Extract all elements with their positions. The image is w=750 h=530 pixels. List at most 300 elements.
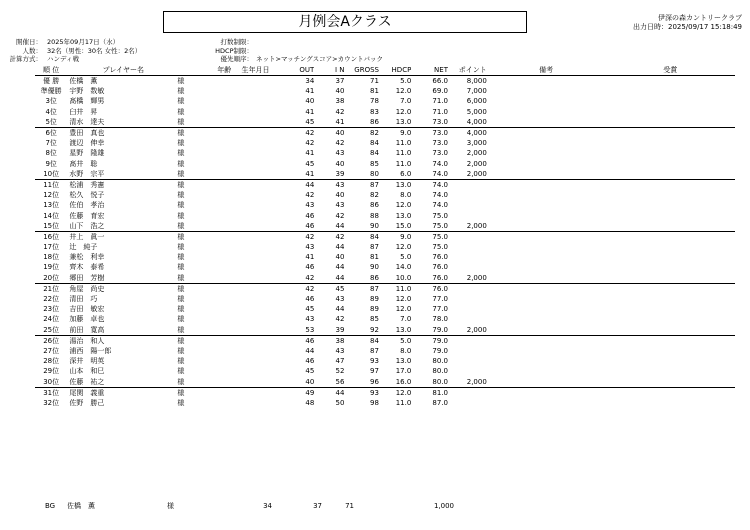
cell-age	[204, 304, 231, 314]
cell-prize	[605, 200, 735, 210]
cell-gross: 87	[344, 179, 379, 190]
cell-net: 77.0	[432, 305, 448, 314]
cell-prize	[605, 387, 735, 398]
info-value-method: ハンディ戦	[47, 55, 79, 63]
cell-birth	[231, 117, 280, 128]
cell-in: 44	[335, 221, 345, 230]
cell-hdcp: 15.0	[395, 221, 412, 230]
table-row	[35, 221, 735, 232]
cell-gross: 81	[370, 87, 379, 96]
cell-rank: 20位	[43, 273, 60, 282]
cell-gross: 81	[370, 253, 379, 262]
cell-birth	[231, 138, 280, 148]
cell-age	[204, 387, 231, 398]
cell-gross: 89	[370, 295, 379, 304]
cell-gross: 87	[344, 283, 379, 294]
cell-gross: 80	[370, 169, 379, 178]
info-label-method: 計算方式：	[9, 55, 42, 63]
cell-age	[204, 356, 231, 366]
cell-birth	[231, 127, 280, 138]
cell-point	[448, 262, 487, 272]
cell-name: 清水 達夫	[69, 117, 105, 126]
cell-net: 66.0	[411, 76, 448, 87]
cell-hdcp: 5.0	[400, 253, 412, 262]
cell-note	[487, 107, 606, 117]
cell-point: 8,000	[448, 76, 487, 87]
cell-gross: 85	[370, 159, 379, 168]
cell-point	[448, 387, 487, 398]
cell-prize	[605, 221, 735, 232]
header-sama	[177, 66, 204, 76]
cell-name: 佐野 勝己	[69, 398, 105, 407]
table-row	[35, 179, 735, 190]
cell-birth	[231, 179, 280, 190]
cell-note	[487, 242, 606, 252]
cell-in: 43	[335, 295, 345, 304]
cell-hdcp: 16.0	[395, 377, 412, 386]
table-row	[35, 335, 735, 346]
info-label-date: 開催日：	[16, 38, 42, 46]
cell-prize	[605, 335, 735, 346]
cell-point	[448, 210, 487, 220]
cell-net: 73.0	[411, 127, 448, 138]
cell-age	[204, 283, 231, 294]
cell-point: 4,000	[466, 117, 487, 126]
cell-age	[204, 127, 231, 138]
cell-sama: 様	[177, 263, 185, 272]
cell-in: 56	[335, 377, 345, 386]
rule-value-priority: ネット>マッチングスコア>カウントバック	[256, 55, 383, 63]
cell-out: 45	[305, 305, 315, 314]
cell-prize	[605, 252, 735, 262]
table-row	[35, 283, 735, 294]
cell-prize	[605, 179, 735, 190]
cell-name: 清田 巧	[69, 295, 98, 304]
cell-sama: 様	[177, 211, 185, 220]
cell-name: 松久 悦子	[69, 191, 105, 200]
cell-birth	[231, 356, 280, 366]
cell-rank: 16位	[35, 231, 67, 242]
cell-net: 73.0	[432, 117, 448, 126]
cell-note	[487, 148, 606, 158]
cell-birth	[231, 148, 280, 158]
cell-out: 46	[305, 295, 315, 304]
cell-net: 75.0	[432, 211, 448, 220]
cell-out: 42	[305, 139, 315, 148]
cell-note	[487, 387, 606, 398]
cell-out: 34	[280, 76, 315, 87]
cell-name: 尾関 義重	[67, 387, 177, 398]
cell-age	[204, 221, 231, 232]
cell-gross: 93	[370, 357, 379, 366]
cell-sama: 様	[177, 387, 204, 398]
cell-note	[487, 179, 606, 190]
cell-point: 5,000	[466, 107, 487, 116]
cell-net: 74.0	[432, 159, 448, 168]
cell-age	[204, 314, 231, 324]
cell-sama: 様	[177, 127, 204, 138]
table-row	[35, 346, 735, 356]
table-row	[35, 117, 735, 128]
cell-name: 佐伯 孝治	[69, 201, 105, 210]
cell-point	[448, 314, 487, 324]
cell-out: 43	[305, 243, 315, 252]
cell-prize	[605, 210, 735, 220]
cell-in: 50	[335, 398, 345, 407]
bg-sama: 様	[167, 502, 174, 510]
cell-rank: 優 勝	[35, 76, 67, 87]
cell-note	[487, 294, 606, 304]
cell-note	[487, 159, 606, 169]
cell-in: 42	[335, 315, 345, 324]
cell-out: 43	[305, 315, 315, 324]
header-note: 備考	[487, 66, 606, 76]
cell-note	[487, 86, 606, 96]
cell-net: 81.0	[411, 387, 448, 398]
cell-hdcp: 13.0	[395, 117, 412, 126]
info-value-count: 32名（男性：30名 女性：2名）	[47, 46, 142, 55]
table-row	[35, 107, 735, 117]
bg-in: 37	[313, 502, 322, 510]
cell-prize	[605, 86, 735, 96]
cell-net: 76.0	[432, 253, 448, 262]
cell-out: 42	[280, 283, 315, 294]
cell-birth	[231, 387, 280, 398]
cell-birth	[231, 304, 280, 314]
cell-in: 42	[335, 211, 345, 220]
cell-name: 浦西 陽一郎	[69, 346, 112, 355]
info-value-date: 2025年09月17日（水）	[47, 38, 120, 46]
cell-prize	[605, 159, 735, 169]
cell-rank: 準優勝	[40, 87, 62, 96]
results-table	[35, 66, 735, 408]
cell-sama: 様	[177, 335, 204, 346]
header-rank: 順 位	[35, 66, 67, 76]
cell-gross: 84	[370, 149, 379, 158]
cell-prize	[605, 346, 735, 356]
cell-name: 山下 浩之	[69, 221, 105, 230]
cell-hdcp: 13.0	[395, 357, 412, 366]
cell-sama: 様	[177, 377, 185, 386]
cell-birth	[231, 294, 280, 304]
cell-gross: 87	[370, 243, 379, 252]
cell-name: 松浦 秀憲	[67, 179, 177, 190]
cell-prize	[605, 96, 735, 106]
cell-age	[204, 138, 231, 148]
cell-sama: 様	[177, 283, 204, 294]
cell-note	[487, 273, 606, 284]
cell-name: 渡辺 伸幸	[69, 139, 105, 148]
header-hdcp: HDCP	[379, 66, 411, 76]
cell-out: 46	[305, 211, 315, 220]
cell-gross: 90	[370, 221, 379, 230]
table-row	[35, 96, 735, 106]
cell-birth	[231, 159, 280, 169]
table-row	[35, 200, 735, 210]
cell-gross: 84	[370, 139, 379, 148]
cell-point: 2,000	[466, 169, 487, 178]
cell-net: 71.0	[432, 97, 448, 106]
cell-name: 水野 宗平	[69, 169, 105, 178]
cell-sama: 様	[177, 117, 185, 126]
cell-note	[487, 252, 606, 262]
cell-in: 43	[335, 149, 345, 158]
cell-rank: 13位	[43, 201, 60, 210]
cell-note	[487, 127, 606, 138]
cell-in: 44	[335, 263, 345, 272]
cell-gross: 84	[344, 231, 379, 242]
page-title: 月例会Aクラス	[163, 11, 527, 33]
cell-age	[204, 169, 231, 180]
cell-birth	[231, 252, 280, 262]
cell-age	[204, 179, 231, 190]
cell-name: 前田 寛高	[69, 325, 105, 334]
cell-note	[487, 335, 606, 346]
cell-hdcp: 12.0	[395, 107, 412, 116]
cell-hdcp: 10.0	[395, 273, 412, 282]
cell-out: 49	[280, 387, 315, 398]
cell-prize	[605, 190, 735, 200]
cell-in: 44	[335, 243, 345, 252]
cell-prize	[605, 304, 735, 314]
cell-prize	[605, 148, 735, 158]
cell-in: 37	[314, 76, 344, 87]
cell-note	[487, 398, 606, 408]
cell-birth	[231, 221, 280, 232]
cell-rank: 4位	[45, 107, 57, 116]
cell-in: 40	[335, 191, 345, 200]
cell-note	[487, 76, 606, 87]
cell-point	[448, 190, 487, 200]
cell-sama: 様	[177, 201, 185, 210]
cell-in: 39	[335, 169, 345, 178]
cell-gross: 87	[370, 346, 379, 355]
cell-hdcp: 6.0	[400, 169, 412, 178]
cell-prize	[605, 283, 735, 294]
cell-name: 兼松 利幸	[69, 253, 105, 262]
cell-gross: 71	[344, 76, 379, 87]
cell-rank: 7位	[45, 139, 57, 148]
cell-rank: 17位	[43, 243, 60, 252]
table-row	[35, 294, 735, 304]
cell-prize	[605, 356, 735, 366]
cell-note	[487, 376, 606, 387]
cell-hdcp: 9.0	[379, 231, 411, 242]
cell-sama: 様	[177, 191, 185, 200]
cell-age	[204, 231, 231, 242]
header-net: NET	[411, 66, 448, 76]
cell-name: 佐橋 薫	[67, 76, 177, 87]
event-info	[5, 38, 141, 64]
cell-out: 45	[305, 159, 315, 168]
cell-point	[448, 294, 487, 304]
cell-sama: 様	[177, 179, 204, 190]
cell-note	[487, 190, 606, 200]
cell-sama: 様	[177, 149, 185, 158]
cell-hdcp: 11.0	[395, 149, 412, 158]
cell-rank: 19位	[43, 263, 60, 272]
cell-hdcp: 12.0	[395, 243, 412, 252]
header-age: 年齢	[204, 66, 231, 76]
cell-prize	[605, 294, 735, 304]
rule-label-stroke: 打数制限：	[220, 38, 253, 46]
cell-rank: 10位	[43, 169, 60, 178]
table-row	[35, 356, 735, 366]
cell-out: 44	[280, 179, 315, 190]
cell-out: 41	[305, 169, 315, 178]
cell-hdcp: 5.0	[379, 335, 411, 346]
bg-label: BG	[44, 502, 56, 510]
cell-in: 44	[335, 273, 345, 282]
cell-prize	[605, 242, 735, 252]
cell-point: 2,000	[466, 149, 487, 158]
cell-birth	[231, 346, 280, 356]
cell-hdcp: 12.0	[395, 201, 412, 210]
table-row	[35, 210, 735, 220]
cell-hdcp: 12.0	[395, 295, 412, 304]
cell-point: 2,000	[466, 377, 487, 386]
cell-name: 星野 隆雄	[69, 149, 105, 158]
cell-net: 74.0	[432, 201, 448, 210]
cell-note	[487, 200, 606, 210]
cell-age	[204, 107, 231, 117]
cell-point	[448, 356, 487, 366]
table-row	[35, 127, 735, 138]
cell-age	[204, 252, 231, 262]
table-row	[35, 148, 735, 158]
cell-age	[204, 398, 231, 408]
cell-in: 39	[335, 325, 345, 334]
cell-prize	[605, 231, 735, 242]
cell-name: 辻 純子	[69, 243, 98, 252]
cell-out: 42	[305, 191, 315, 200]
cell-sama: 様	[177, 169, 185, 178]
cell-hdcp: 11.0	[395, 398, 412, 407]
cell-point: 3,000	[466, 139, 487, 148]
table-row	[35, 262, 735, 272]
cell-birth	[231, 366, 280, 376]
header-gross: GROSS	[344, 66, 379, 76]
header-out: OUT	[280, 66, 315, 76]
cell-age	[204, 86, 231, 96]
header-prize: 受賞	[605, 66, 735, 76]
cell-name: 佐藤 祐之	[69, 377, 105, 386]
cell-rank: 6位	[35, 127, 67, 138]
cell-gross: 98	[370, 398, 379, 407]
cell-hdcp: 17.0	[395, 367, 412, 376]
cell-birth	[231, 169, 280, 180]
cell-birth	[231, 398, 280, 408]
cell-note	[487, 117, 606, 128]
cell-note	[487, 210, 606, 220]
cell-age	[204, 376, 231, 387]
cell-age	[204, 262, 231, 272]
cell-rank: 31位	[35, 387, 67, 398]
cell-note	[487, 262, 606, 272]
cell-name: 山本 和巳	[69, 367, 105, 376]
cell-rank: 22位	[43, 295, 60, 304]
cell-gross: 86	[370, 273, 379, 282]
cell-gross: 83	[370, 107, 379, 116]
bg-out: 34	[263, 502, 272, 510]
cell-sama: 様	[177, 97, 185, 106]
cell-name: 宇野 数敏	[69, 87, 105, 96]
cell-rank: 32位	[43, 398, 60, 407]
cell-rank: 27位	[43, 346, 60, 355]
bg-name: 佐橋 薫	[67, 502, 95, 510]
cell-in: 42	[335, 107, 345, 116]
cell-rank: 28位	[43, 357, 60, 366]
cell-birth	[231, 376, 280, 387]
cell-rank: 8位	[45, 149, 57, 158]
cell-birth	[231, 314, 280, 324]
cell-out: 45	[305, 367, 315, 376]
cell-sama: 様	[177, 231, 204, 242]
cell-name: 髙橋 輝男	[69, 97, 105, 106]
cell-hdcp: 7.0	[400, 315, 412, 324]
cell-point: 2,000	[466, 159, 487, 168]
cell-net: 75.0	[432, 221, 448, 230]
cell-point	[448, 366, 487, 376]
cell-age	[204, 210, 231, 220]
cell-note	[487, 346, 606, 356]
cell-sama: 様	[177, 221, 185, 230]
printed-datetime: 出力日時：2025/09/17 15:18:49	[632, 23, 742, 31]
cell-sama: 様	[177, 295, 185, 304]
cell-rank: 18位	[43, 253, 60, 262]
cell-in: 40	[335, 253, 345, 262]
table-row	[35, 159, 735, 169]
cell-rank: 15位	[43, 221, 60, 230]
cell-out: 42	[280, 127, 315, 138]
cell-net: 74.0	[432, 169, 448, 178]
cell-name: 井上 眞一	[67, 231, 177, 242]
cell-in: 40	[335, 87, 345, 96]
cell-note	[487, 169, 606, 180]
cell-sama: 様	[177, 367, 185, 376]
cell-sama: 様	[177, 76, 204, 87]
cell-age	[204, 200, 231, 210]
cell-age	[204, 335, 231, 346]
table-row	[35, 314, 735, 324]
cell-point	[448, 283, 487, 294]
cell-out: 45	[305, 117, 315, 126]
cell-rank: 26位	[35, 335, 67, 346]
cell-in: 42	[335, 139, 345, 148]
cell-in: 41	[335, 117, 345, 126]
cell-out: 44	[305, 346, 315, 355]
cell-birth	[231, 231, 280, 242]
cell-hdcp: 11.0	[379, 283, 411, 294]
cell-prize	[605, 273, 735, 284]
cell-gross: 78	[370, 97, 379, 106]
cell-sama: 様	[177, 139, 185, 148]
cell-prize	[605, 127, 735, 138]
cell-rank: 3位	[45, 97, 57, 106]
cell-in: 43	[314, 179, 344, 190]
header-name: プレイヤー名	[67, 66, 177, 76]
cell-net: 69.0	[432, 87, 448, 96]
cell-gross: 88	[370, 211, 379, 220]
cell-gross: 97	[370, 367, 379, 376]
cell-net: 74.0	[432, 191, 448, 200]
event-rules	[200, 38, 383, 64]
cell-net: 80.0	[432, 377, 448, 386]
cell-out: 41	[305, 87, 315, 96]
cell-point	[448, 252, 487, 262]
cell-net: 75.0	[411, 231, 448, 242]
cell-birth	[231, 283, 280, 294]
